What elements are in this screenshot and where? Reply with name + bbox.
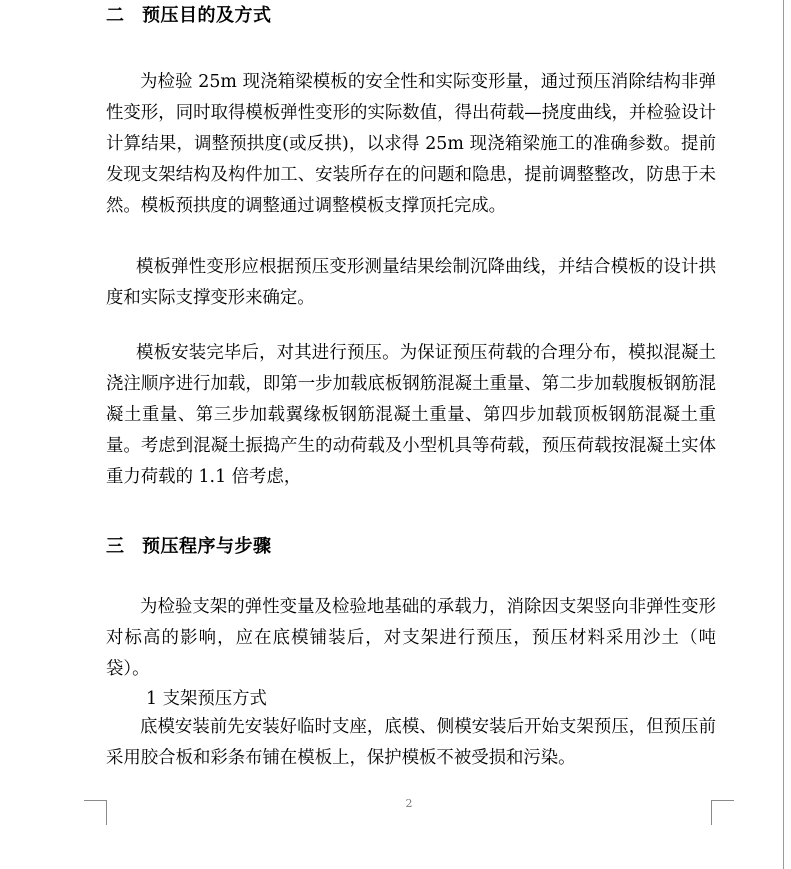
section-3-paragraph: 为检验支架的弹性变量及检验地基础的承载力，消除因支架竖向非弹性变形对标高的影响，应在底模铺装后，对支架进行预压，预压材料采用沙土（吨袋）。 (106, 597, 716, 679)
section-3-subheading: 1 支架预压方式 (146, 689, 267, 709)
page-edge-line (783, 0, 784, 869)
section-3-subparagraph: 底模安装前先安装好临时支座，底模、侧模安装后开始支架预压，但预压前采用胶合板和彩条布铺在模板上，保护模板不被受损和污染。 (106, 717, 716, 768)
section-2-paragraph-1: 为检验 25m 现浇箱梁模板的安全性和实际变形量，通过预压消除结构非弹性变形，同时取得模板弹性变形的实际数值，得出荷载—挠度曲线，并检验设计计算结果，调整预拱度(或反拱)，以求得 25m 现浇箱梁施工的准确参数。提前发现支架结构及构件加工、安装所存在的问题和隐患，提前调整整改，防患于未然。模板预拱度的调整通过调整模板支撑顶托完成。 (106, 72, 716, 216)
page-number: 2 (405, 797, 413, 810)
section-2-heading (106, 4, 272, 28)
section-3-title: 预压程序与步骤 (142, 536, 272, 557)
section-3-number: 三 (106, 536, 125, 557)
section-3-heading (106, 535, 272, 559)
section-2-title: 预压目的及方式 (142, 5, 272, 26)
section-2-number: 二 (106, 5, 125, 26)
section-2-paragraph-2: 模板弹性变形应根据预压变形测量结果绘制沉降曲线，并结合模板的设计拱度和实际支撑变形来确定。 (106, 257, 716, 308)
section-2-paragraph-3: 模板安装完毕后，对其进行预压。为保证预压荷载的合理分布，模拟混凝土浇注顺序进行加载，即第一步加载底板钢筋混凝土重量、第二步加载腹板钢筋混凝土重量、第三步加载翼缘板钢筋混凝土重量、第四步加载顶板钢筋混凝土重量。考虑到混凝土振捣产生的动荷载及小型机具等荷载，预压荷载按混凝土实体重力荷载的 1.1 倍考虑， (106, 343, 716, 487)
